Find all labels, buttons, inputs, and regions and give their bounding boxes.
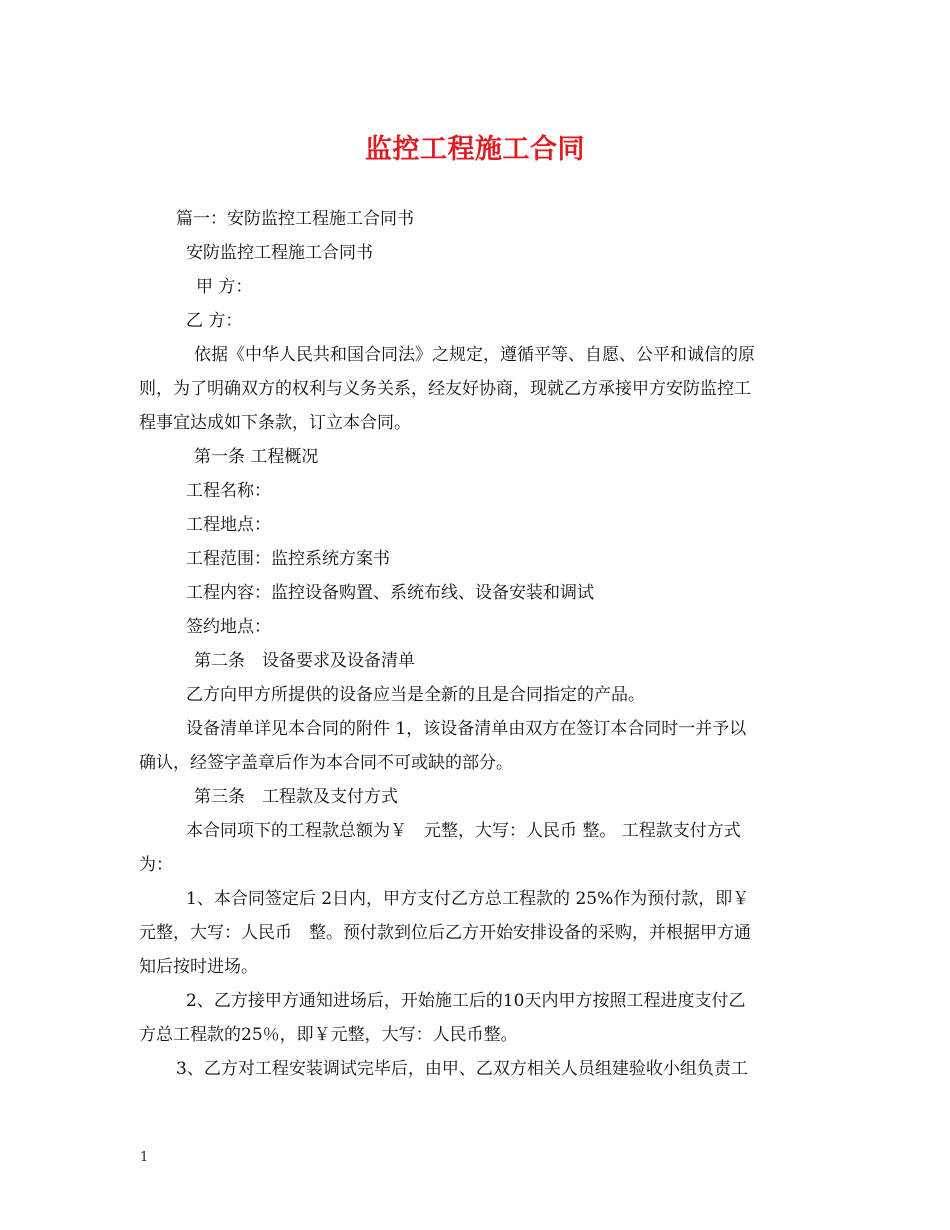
signing-location-field: 签约地点： xyxy=(186,617,271,637)
paragraph-line: 依据《中华人民共和国合同法》之规定，遵循平等、自愿、公平和诚信的原 xyxy=(194,345,755,365)
paragraph-line: 方总工程款的25％，即￥元整，大写：人民币整。 xyxy=(139,1025,518,1045)
party-a-field: 甲 方： xyxy=(196,277,253,297)
paragraph-line: 本合同项下的工程款总额为￥ 元整，大写：人民币 整。 工程款支付方式 xyxy=(186,821,741,841)
party-b-field: 乙 方： xyxy=(186,311,243,331)
paragraph-line: 元整，大写：人民币 整。预付款到位后乙方开始安排设备的采购，并根据甲方通 xyxy=(139,923,751,943)
contract-subtitle: 安防监控工程施工合同书 xyxy=(186,243,373,263)
paragraph-line: 2、乙方接甲方通知进场后，开始施工后的10天内甲方按照工程进度支付乙 xyxy=(186,991,746,1011)
project-name-field: 工程名称： xyxy=(186,481,271,501)
paragraph-line: 乙方向甲方所提供的设备应当是全新的且是合同指定的产品。 xyxy=(186,685,645,705)
paragraph-line: 3、乙方对工程安装调试完毕后，由甲、乙双方相关人员组建验收小组负责工 xyxy=(176,1059,748,1079)
project-content-field: 工程内容：监控设备购置、系统布线、设备安装和调试 xyxy=(186,583,594,603)
project-scope-field: 工程范围：监控系统方案书 xyxy=(186,549,390,569)
document-title: 监控工程施工合同 xyxy=(365,134,585,165)
paragraph-line: 为： xyxy=(139,855,173,875)
paragraph-line: 程事宜达成如下条款，订立本合同。 xyxy=(139,413,411,433)
paragraph-line: 1、本合同签定后 2日内，甲方支付乙方总工程款的 25%作为预付款，即￥ xyxy=(186,889,750,909)
project-location-field: 工程地点： xyxy=(186,515,271,535)
page-number: 1 xyxy=(140,1150,149,1165)
article-heading: 第三条 工程款及支付方式 xyxy=(194,787,398,807)
paragraph-line: 确认，经签字盖章后作为本合同不可或缺的部分。 xyxy=(139,753,513,773)
article-heading: 第二条 设备要求及设备清单 xyxy=(194,651,415,671)
paragraph-line: 知后按时进场。 xyxy=(139,957,258,977)
article-heading: 第一条 工程概况 xyxy=(194,447,319,467)
paragraph-line: 则，为了明确双方的权利与义务关系，经友好协商，现就乙方承接甲方安防监控工 xyxy=(139,379,751,399)
paragraph-line: 设备清单详见本合同的附件 1，该设备清单由双方在签订本合同时一并予以 xyxy=(186,719,747,739)
section-heading: 篇一：安防监控工程施工合同书 xyxy=(176,209,414,229)
